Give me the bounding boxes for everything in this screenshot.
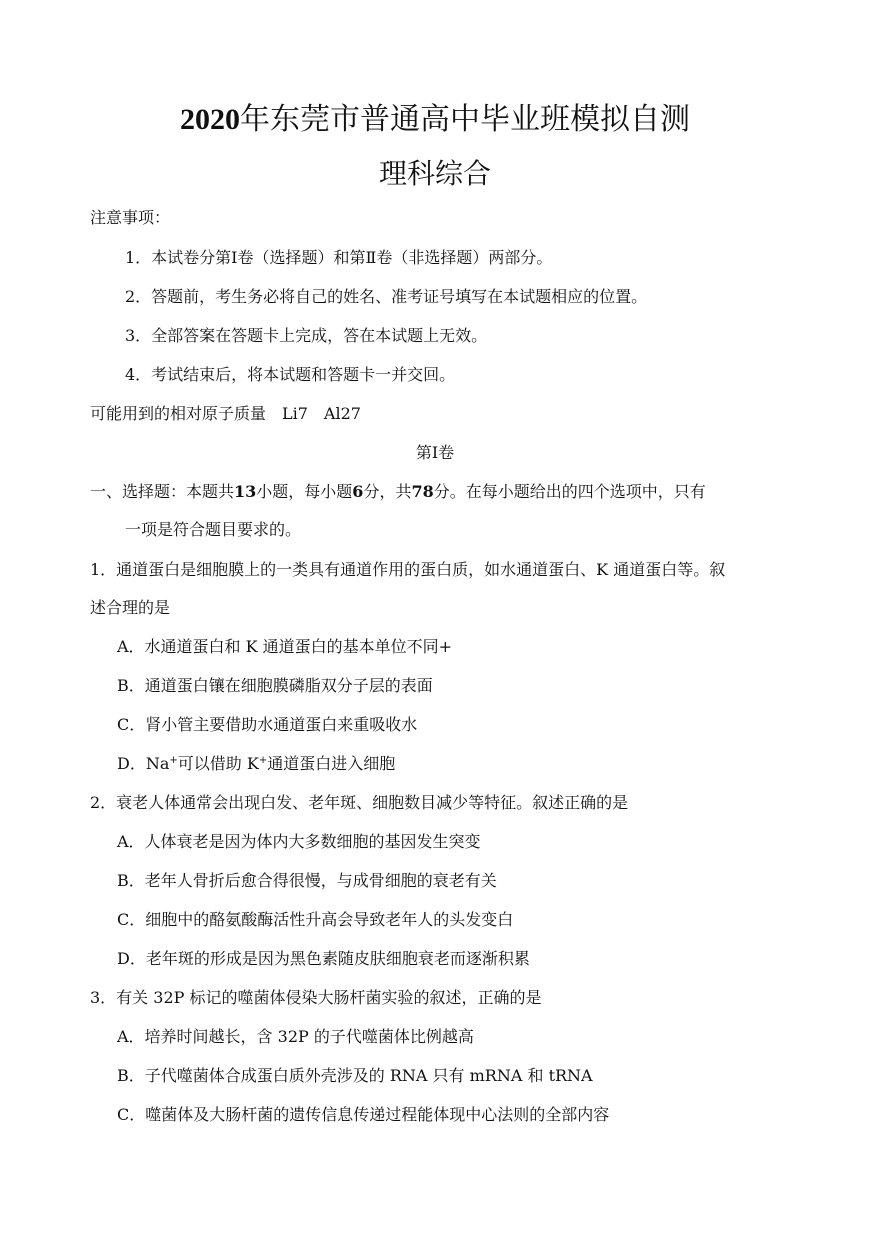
q1-stem-line2: 述合理的是 [90,598,171,617]
notice-item-3: 3．全部答案在答题卡上完成，答在本试题上无效。 [125,326,488,345]
notice-item-2: 2．答题前，考生务必将自己的姓名、准考证号填写在本试题相应的位置。 [125,287,648,306]
section-label: 第Ⅰ卷 [415,443,455,462]
part1-points-total: 78 [411,482,434,501]
q1-d-pre: D．Na [117,754,170,773]
part1-text-a: 一、选择题：本题共 [90,482,235,501]
exam-title [0,100,870,140]
q2-option-d: D．老年斑的形成是因为黑色素随皮肤细胞衰老而逐渐积累 [117,949,530,968]
q1-d-sup2: + [258,755,268,766]
q3-option-b: B．子代噬菌体合成蛋白质外壳涉及的 RNA 只有 mRNA 和 tRNA [117,1066,593,1085]
part1-instructions-cont: 一项是符合题目要求的。 [125,520,302,539]
q1-d-sup1: + [169,755,178,766]
q3-option-a: A．培养时间越长，含 32P 的子代噬菌体比例越高 [117,1027,474,1046]
exam-subtitle: 理科综合 [378,157,491,190]
title-text: 年东莞市普通高中毕业班模拟自测 [240,102,690,137]
q1-option-a: A．水通道蛋白和 K 通道蛋白的基本单位不同+ [117,637,453,656]
part1-count: 13 [234,482,257,501]
part1-points-each: 6 [352,482,364,501]
notice-item-1: 1．本试卷分第Ⅰ卷（选择题）和第Ⅱ卷（非选择题）两部分。 [125,248,553,267]
part1-text-e: 分，共 [363,482,412,501]
q1-option-c: C．肾小管主要借助水通道蛋白来重吸收水 [117,715,418,734]
q2-option-b: B．老年人骨折后愈合得很慢，与成骨细胞的衰老有关 [117,871,497,890]
q3-stem: 3．有关 32P 标记的噬菌体侵染大肠杆菌实验的叙述，正确的是 [90,988,542,1007]
atomic-mass-line: 可能用到的相对原子质量 Li7 Al27 [90,404,361,423]
q1-stem-line1: 1．通道蛋白是细胞膜上的一类具有通道作用的蛋白质，如水通道蛋白、K 通道蛋白等。叙 [90,560,726,579]
q3-option-c: C．噬菌体及大肠杆菌的遗传信息传递过程能体现中心法则的全部内容 [117,1105,610,1124]
notice-heading: 注意事项： [90,208,171,227]
part1-text-g: 分。在每小题给出的四个选项中，只有 [433,482,706,501]
q1-d-mid: 可以借助 K [177,754,259,773]
q1-option-d [117,754,395,774]
notice-item-4: 4．考试结束后，将本试题和答题卡一并交回。 [125,365,456,384]
part1-instructions [90,482,706,502]
q1-d-post: 通道蛋白进入细胞 [267,754,396,773]
q2-option-c: C．细胞中的酪氨酸酶活性升高会导致老年人的头发变白 [117,910,514,929]
title-year: 2020 [180,103,240,136]
q2-stem: 2．衰老人体通常会出现白发、老年斑、细胞数目减少等特征。叙述正确的是 [90,793,629,812]
part1-text-c: 小题，每小题 [256,482,353,501]
q2-option-a: A．人体衰老是因为体内大多数细胞的基因发生突变 [117,832,481,851]
q1-option-b: B．通道蛋白镶在细胞膜磷脂双分子层的表面 [117,676,433,695]
